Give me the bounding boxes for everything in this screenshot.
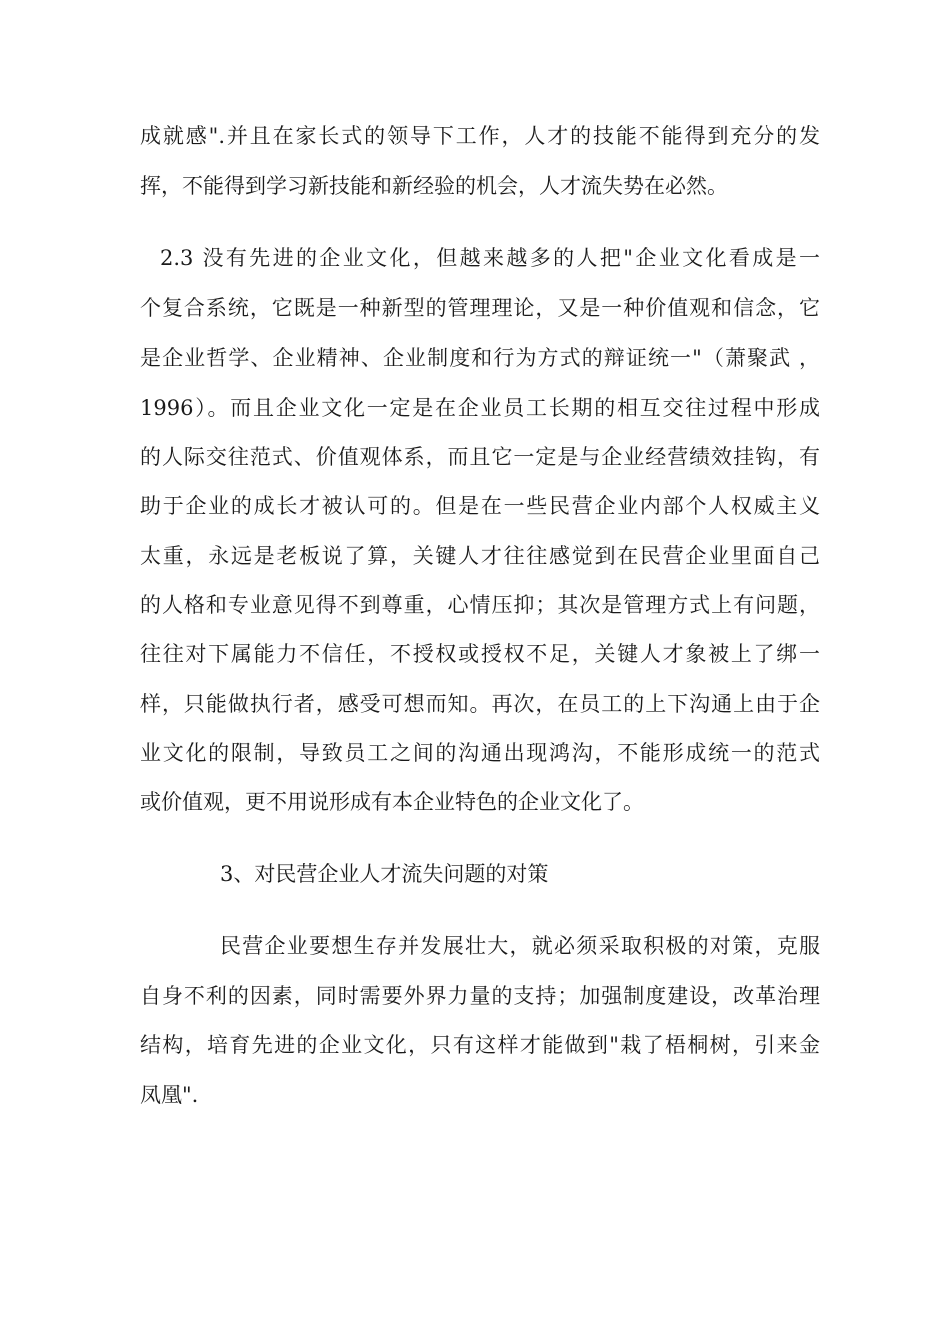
paragraph-1-line-1: 成就感".并且在家长式的领导下工作，人才的技能不能得到充分的发 xyxy=(140,124,820,148)
paragraph-2-line-8: 的人格和专业意见得不到尊重，心情压抑；其次是管理方式上有问题， xyxy=(140,593,820,617)
paragraph-2-line-9: 往往对下属能力不信任，不授权或授权不足，关键人才象被上了绑一 xyxy=(140,642,820,666)
paragraph-2-line-4: 1996）。而且企业文化一定是在企业员工长期的相互交往过程中形成 xyxy=(140,396,820,420)
paragraph-3-line-1: 民营企业要想生存并发展壮大，就必须采取积极的对策，克服 xyxy=(220,934,820,958)
paragraph-2-line-2: 个复合系统，它既是一种新型的管理理论，又是一种价值观和信念，它 xyxy=(140,296,820,320)
paragraph-2-line-7: 太重，永远是老板说了算，关键人才往往感觉到在民营企业里面自己 xyxy=(140,544,820,568)
paragraph-3-line-3: 结构，培育先进的企业文化，只有这样才能做到"栽了梧桐树，引来金 xyxy=(140,1033,820,1057)
section-heading-3: 3、对民营企业人才流失问题的对策 xyxy=(220,862,549,886)
paragraph-2-line-5: 的人际交往范式、价值观体系，而且它一定是与企业经营绩效挂钩，有 xyxy=(140,445,820,469)
paragraph-2-line-12: 或价值观，更不用说形成有本企业特色的企业文化了。 xyxy=(140,790,644,814)
paragraph-1-line-2: 挥，不能得到学习新技能和新经验的机会，人才流失势在必然。 xyxy=(140,174,728,198)
paragraph-2-line-10: 样，只能做执行者，感受可想而知。再次，在员工的上下沟通上由于企 xyxy=(140,692,820,716)
paragraph-2-line-1: 2.3 没有先进的企业文化，但越来越多的人把"企业文化看成是一 xyxy=(160,246,820,270)
paragraph-3-line-4: 凤凰". xyxy=(140,1083,199,1107)
paragraph-2-line-11: 业文化的限制，导致员工之间的沟通出现鸿沟，不能形成统一的范式 xyxy=(140,741,820,765)
paragraph-2-line-6: 助于企业的成长才被认可的。但是在一些民营企业内部个人权威主义 xyxy=(140,494,820,518)
paragraph-3-line-2: 自身不利的因素，同时需要外界力量的支持；加强制度建设，改革治理 xyxy=(140,984,820,1008)
paragraph-2-line-3: 是企业哲学、企业精神、企业制度和行为方式的辩证统一"（萧聚武 ， xyxy=(140,346,820,370)
